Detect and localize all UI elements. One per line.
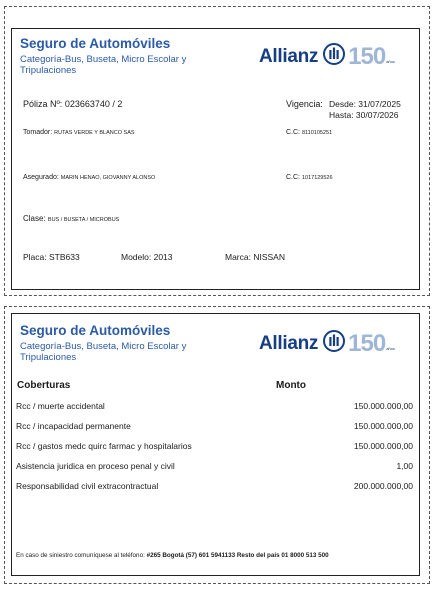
coverage-amount: 1,00 — [396, 461, 413, 471]
tomador-line — [23, 129, 135, 136]
anniversary-150-badge — [348, 42, 395, 70]
coverage-amount: 150.000.000,00 — [353, 421, 413, 431]
card-subtitle: Categoría-Bus, Buseta, Micro Escolar y Tripulaciones — [20, 341, 187, 363]
cc2-value: 1017129526 — [301, 175, 333, 181]
cc1-value: 8110105251 — [301, 130, 333, 136]
clase-label: Clase: — [23, 214, 46, 223]
clase-line — [23, 214, 119, 223]
card-subtitle: Categoría-Bus, Buseta, Micro Escolar y Tripulaciones — [20, 54, 187, 76]
placa: Placa: STB633 — [23, 252, 80, 262]
vigencia-hasta: Hasta: 30/07/2026 — [329, 110, 399, 120]
coberturas-header: Coberturas — [17, 380, 71, 391]
allianz-logo — [259, 43, 395, 70]
coverage-amount: 150.000.000,00 — [353, 401, 413, 411]
coverage-description: Rcc / incapacidad permanente — [16, 421, 131, 431]
cc1-line — [286, 129, 332, 136]
marca: Marca: NISSAN — [225, 252, 285, 262]
poliza-label: Póliza Nº: — [23, 99, 63, 109]
anniversary-number: 150 — [348, 42, 386, 70]
coverage-row — [16, 481, 413, 495]
clase-value: BUS / BUSETA / MICROBUS — [47, 217, 120, 223]
allianz-eagle-icon — [323, 43, 345, 70]
anniversary-word: años — [386, 345, 395, 351]
claims-contact-footer — [16, 552, 329, 559]
insurance-card-back — [11, 313, 420, 576]
monto-header: Monto — [276, 380, 306, 391]
footer-phone-numbers: #265 Bogotá (57) 601 5941133 Resto del país 01 8000 513 500 — [146, 552, 329, 559]
coverage-row — [16, 401, 413, 415]
coverage-description: Responsabilidad civil extracontractual — [16, 481, 159, 491]
cc1-label: C.C: — [286, 129, 300, 136]
allianz-wordmark: Allianz — [259, 332, 319, 354]
card-title: Seguro de Automóviles — [20, 323, 171, 338]
poliza-value: 023663740 / 2 — [64, 99, 123, 109]
coverage-row — [16, 461, 413, 475]
coverage-description: Rcc / gastos medc quirc farmac y hospitalarios — [16, 441, 192, 451]
allianz-logo — [259, 330, 395, 357]
anniversary-150-badge — [348, 329, 395, 357]
poliza-line — [23, 99, 122, 109]
asegurado-label: Asegurado: — [23, 174, 59, 181]
footer-text: En caso de siniestro comuníquese al teléfono: — [16, 552, 145, 559]
coverage-row — [16, 441, 413, 455]
card-title: Seguro de Automóviles — [20, 36, 171, 51]
anniversary-word: años — [386, 58, 395, 64]
cc2-label: C.C: — [286, 174, 300, 181]
asegurado-value: MARIN HENAO, GIOVANNY ALONSO — [60, 175, 156, 181]
coverage-amount: 200.000.000,00 — [353, 481, 413, 491]
anniversary-number: 150 — [348, 329, 386, 357]
modelo: Modelo: 2013 — [121, 252, 173, 262]
insurance-card-front — [11, 28, 420, 290]
coverage-row — [16, 421, 413, 435]
tomador-label: Tomador: — [23, 129, 53, 136]
cc2-line — [286, 174, 333, 181]
asegurado-line — [23, 174, 155, 181]
tomador-value: RUTAS VERDE Y BLANCO SAS — [54, 130, 135, 136]
allianz-wordmark: Allianz — [259, 45, 319, 67]
allianz-eagle-icon — [323, 330, 345, 357]
coverage-amount: 150.000.000,00 — [353, 441, 413, 451]
coverage-description: Rcc / muerte accidental — [16, 401, 105, 411]
vigencia-desde: Desde: 31/07/2025 — [329, 99, 401, 109]
vigencia-label: Vigencia: — [286, 99, 323, 109]
coverage-description: Asistencia juridica en proceso penal y civil — [16, 461, 175, 471]
